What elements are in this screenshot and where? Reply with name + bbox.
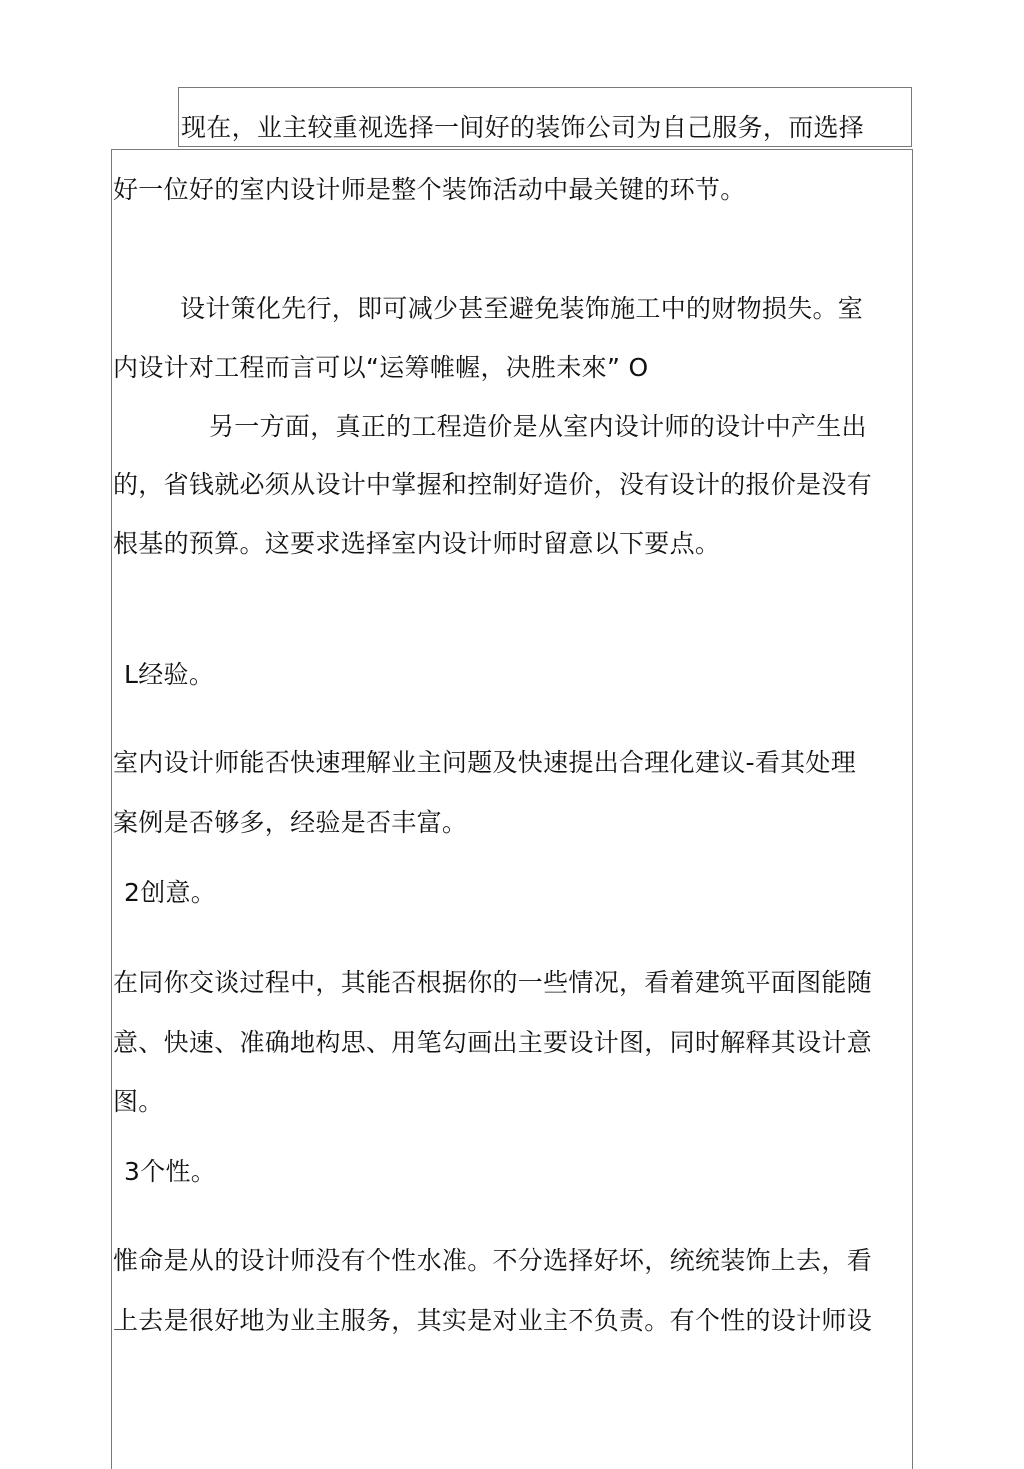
paragraph-3-line-1: 另一方面，真正的工程造价是从室内设计师的设计中产生出	[209, 412, 867, 441]
paragraph-1-line-2: 好一位好的室内设计师是整个装饰活动中最关键的环节。	[113, 175, 746, 204]
experience-line-2: 案例是否够多，经验是否丰富。	[113, 808, 468, 837]
creativity-line-2: 意、快速、准确地构思、用笔勾画出主要设计图，同时解释其设计意	[113, 1028, 873, 1057]
section-heading-creativity: 2创意。	[124, 878, 217, 907]
experience-line-1: 室内设计师能否快速理解业主问题及快速提出合理化建议-看其处理	[113, 748, 857, 777]
paragraph-2-line-2: 内设计对工程而言可以“运筹帷幄，决胜未來” O	[113, 353, 649, 382]
paragraph-1-line-1: 现在，业主较重视选择一间好的装饰公司为自己服务，而选择	[181, 113, 865, 142]
paragraph-2-line-1: 设计策化先行，即可减少甚至避免装饰施工中的财物损失。室	[180, 294, 864, 323]
section-heading-experience: L经验。	[124, 660, 215, 689]
personality-line-1: 惟命是从的设计师没有个性水准。不分选择好坏，统统装饰上去，看	[113, 1246, 873, 1275]
creativity-line-1: 在同你交谈过程中，其能否根据你的一些情况，看着建筑平面图能随	[113, 968, 873, 997]
creativity-line-3: 图。	[113, 1087, 164, 1116]
paragraph-3-line-3: 根基的预算。这要求选择室内设计师时留意以下要点。	[113, 529, 721, 558]
personality-line-2: 上去是很好地为业主服务，其实是对业主不负责。有个性的设计师设	[113, 1306, 873, 1335]
paragraph-3-line-2: 的，省钱就必须从设计中掌握和控制好造价，没有设计的报价是没有	[113, 470, 873, 499]
section-heading-personality: 3个性。	[124, 1157, 217, 1186]
